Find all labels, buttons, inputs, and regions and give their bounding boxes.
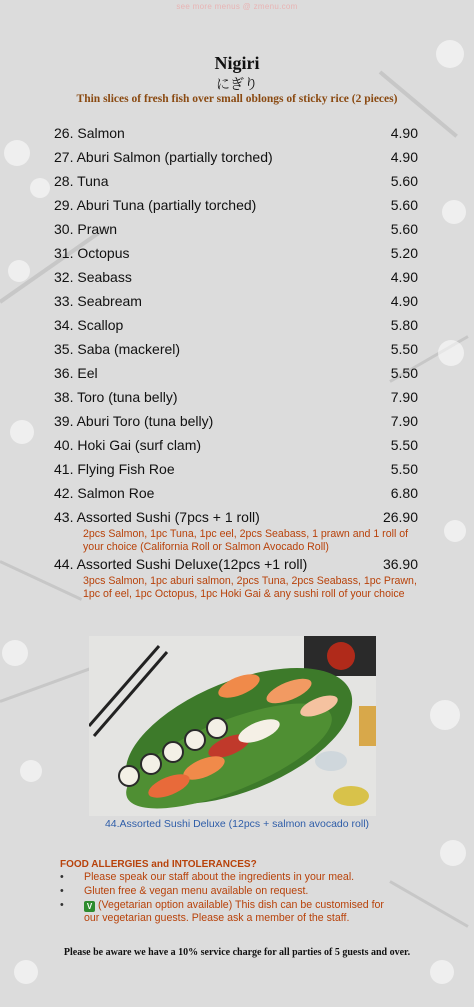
allergy-item: • Please speak our staff about the ingredients in your meal. — [60, 871, 355, 883]
menu-item — [54, 437, 418, 461]
menu-item — [54, 341, 418, 365]
menu-item-name: 43. Assorted Sushi (7pcs + 1 roll) — [54, 509, 260, 525]
section-subtitle: Thin slices of fresh fish over small oblongs of sticky rice (2 pieces) — [76, 93, 398, 105]
menu-item-price: 36.90 — [382, 556, 418, 572]
menu-item-price: 5.50 — [390, 341, 418, 357]
watermark: see more menus @ zmenu.com — [176, 2, 298, 11]
allergy-item: • V (Vegetarian option available) This dish can be customised for our vegetarian guests. Please ask a member of the staff. — [60, 899, 384, 924]
menu-item-name: 30. Prawn — [54, 221, 118, 237]
menu-item — [54, 245, 418, 269]
allergy-title: FOOD ALLERGIES and INTOLERANCES? — [60, 859, 257, 870]
menu-item-name: 26. Salmon — [54, 125, 125, 141]
menu-item — [54, 461, 418, 485]
menu-item-name: 42. Salmon Roe — [54, 485, 155, 501]
menu-item — [54, 317, 418, 341]
menu-item-description: 3pcs Salmon, 1pc aburi salmon, 2pcs Tuna, 2pcs Seabass, 1pc Prawn, 1pc of eel, 1pc Octopus, 1pc Hoki Gai & any sushi roll of your choice — [83, 575, 417, 600]
menu-item-name: 39. Aburi Toro (tuna belly) — [54, 413, 214, 429]
menu-item-name: 41. Flying Fish Roe — [54, 461, 175, 477]
menu-item-name: 31. Octopus — [54, 245, 130, 261]
menu-item-name: 36. Eel — [54, 365, 98, 381]
menu-item-name: 35. Saba (mackerel) — [54, 341, 181, 357]
menu-item — [54, 269, 418, 293]
menu-item-price: 7.90 — [390, 413, 418, 429]
menu-item — [54, 125, 418, 149]
menu-item-name: 38. Toro (tuna belly) — [54, 389, 178, 405]
menu-item-price: 26.90 — [382, 509, 418, 525]
menu-item — [54, 389, 418, 413]
menu-item-price: 5.50 — [390, 365, 418, 381]
menu-item-price: 5.60 — [390, 173, 418, 189]
menu-item-name: 32. Seabass — [54, 269, 132, 285]
sushi-platter-photo — [89, 636, 376, 816]
bullet-icon: • — [60, 871, 64, 883]
menu-item-description: 2pcs Salmon, 1pc Tuna, 1pc eel, 2pcs Seabass, 1 prawn and 1 roll of your choice (California Roll or Salmon Avocado Roll) — [83, 528, 409, 553]
menu-item-price: 6.80 — [390, 485, 418, 501]
photo-caption: 44.Assorted Sushi Deluxe (12pcs + salmon avocado roll) — [104, 818, 370, 830]
menu-item — [54, 149, 418, 173]
menu-item-price: 7.90 — [390, 389, 418, 405]
menu-item-price: 4.90 — [390, 125, 418, 141]
menu-item-price: 5.60 — [390, 197, 418, 213]
menu-item-price: 5.50 — [390, 437, 418, 453]
menu-item — [54, 365, 418, 389]
section-title: Nigiri — [214, 53, 260, 73]
menu-item-price: 5.20 — [390, 245, 418, 261]
menu-item — [54, 293, 418, 317]
menu-item-name: 34. Scallop — [54, 317, 124, 333]
allergy-list — [60, 871, 400, 926]
menu-item-name: 28. Tuna — [54, 173, 109, 189]
menu-item-price: 5.60 — [390, 221, 418, 237]
menu-item-price: 4.90 — [390, 293, 418, 309]
menu-item-name: 33. Seabream — [54, 293, 142, 309]
menu-item — [54, 197, 418, 221]
bullet-icon: • — [60, 885, 64, 897]
menu-item — [54, 221, 418, 245]
menu-item-price: 4.90 — [390, 269, 418, 285]
menu-list — [54, 125, 418, 603]
service-charge-note: Please be aware we have a 10% service charge for all parties of 5 guests and over. — [63, 947, 411, 958]
bullet-icon: • — [60, 899, 64, 911]
menu-item — [54, 413, 418, 437]
menu-item-name: 40. Hoki Gai (surf clam) — [54, 437, 202, 453]
menu-item-price: 5.50 — [390, 461, 418, 477]
section-title-japanese: にぎり — [216, 77, 258, 93]
menu-item — [54, 485, 418, 509]
vegetarian-icon: V — [84, 901, 95, 912]
allergy-item: • Gluten free & vegan menu available on request. — [60, 885, 309, 897]
menu-item-price: 5.80 — [390, 317, 418, 333]
menu-item-name: 29. Aburi Tuna (partially torched) — [54, 197, 257, 213]
menu-item-name: 44. Assorted Sushi Deluxe(12pcs +1 roll) — [54, 556, 308, 572]
menu-item-price: 4.90 — [390, 149, 418, 165]
menu-item-name: 27. Aburi Salmon (partially torched) — [54, 149, 273, 165]
menu-item — [54, 173, 418, 197]
